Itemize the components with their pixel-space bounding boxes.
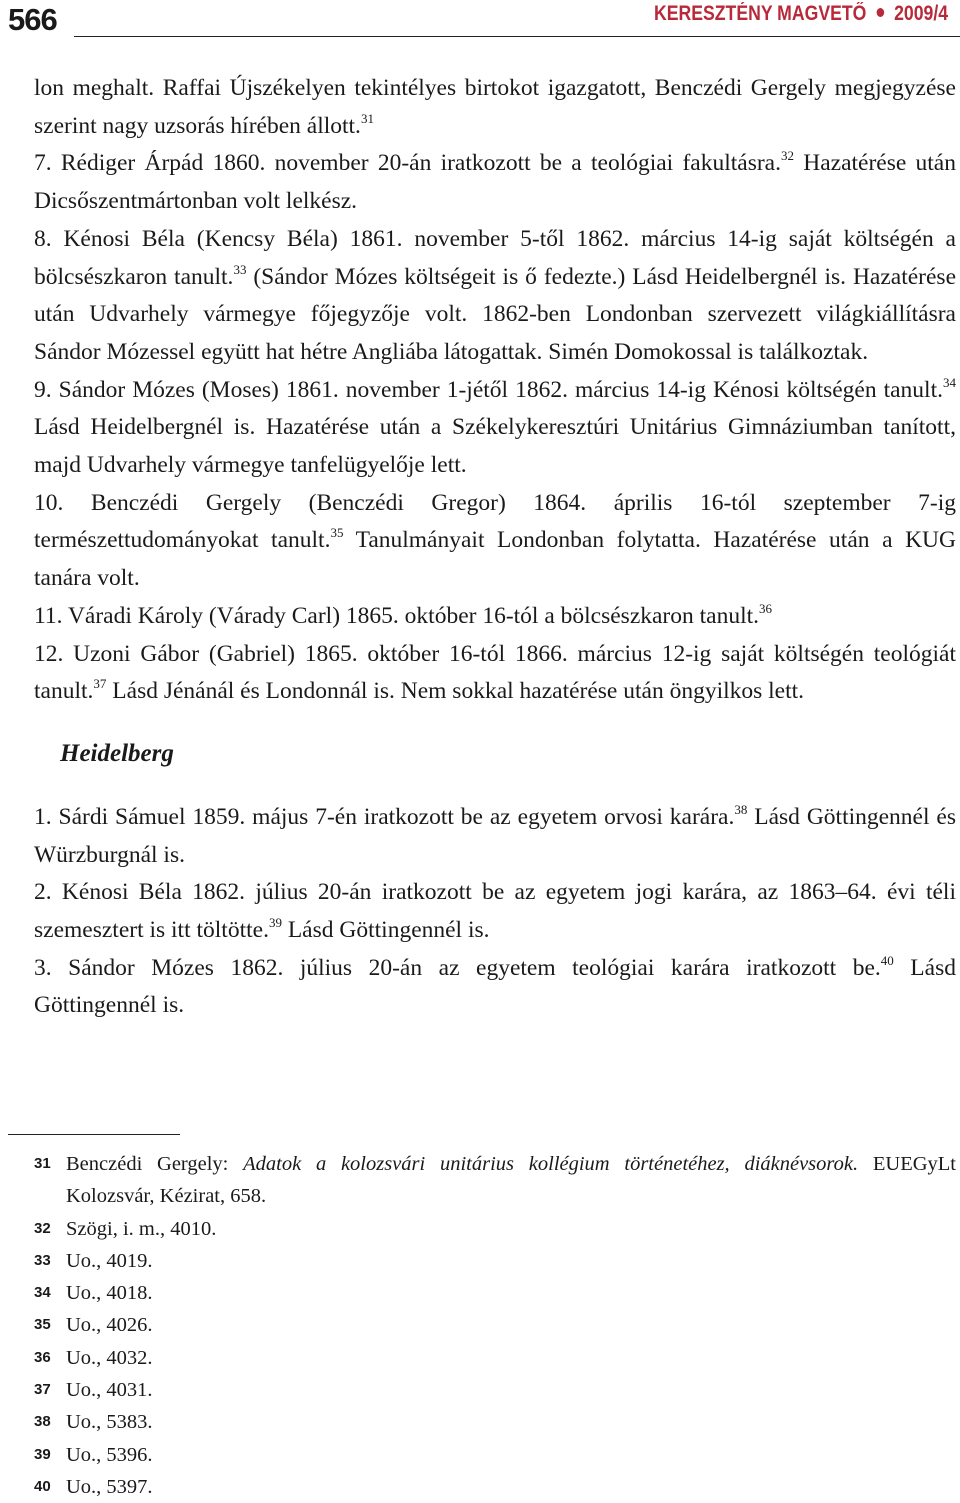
paragraph-text: 11. Váradi Károly (Várady Carl) 1865. október 16-tól a bölcsészkaron tanult. — [34, 602, 760, 629]
footnote — [34, 1439, 956, 1471]
footnote — [34, 1374, 956, 1406]
paragraph-text-continued: Lásd Göttingennél és Würzburgnál is. — [34, 803, 956, 868]
paragraph-text: lon meghalt. Raffai Újszékelyen tekintélyes birtokot igazgatott, Benczédi Gergely megjegyzése szerint nagy uzsorás hírében állott. — [34, 75, 956, 139]
paragraph — [34, 70, 956, 145]
footnote-number: 36 — [34, 1348, 51, 1366]
paragraph-text-continued: Lásd Jénánál és Londonnál is. Nem sokkal hazatérése után öngyilkos lett. — [106, 678, 805, 705]
paragraph-text: 3. Sándor Mózes 1862. július 20-án az egyetem teológiai karára iratkozott be. — [34, 954, 881, 981]
footnote — [34, 1245, 956, 1277]
paragraph-text: 2. Kénosi Béla 1862. július 20-án iratkozott be az egyetem jogi karára, az 1863–64. évi téli szemesztert is itt töltötte. — [34, 879, 956, 944]
paragraph-text: 8. Kénosi Béla (Kencsy Béla) 1861. november 5-től 1862. március 14-ig saját költségén a bölcsészkaron tanult. — [34, 225, 956, 290]
paragraph-text-continued: Tanulmányait Londonban folytatta. Hazatérése után a KUG tanára volt. — [34, 527, 956, 592]
header-rule — [74, 36, 960, 37]
footnote-text: Benczédi Gergely: — [66, 1153, 244, 1175]
footnote — [34, 1148, 956, 1213]
footnote-ref: 32 — [780, 148, 794, 164]
footnote-number: 40 — [34, 1477, 51, 1495]
paragraph — [34, 372, 956, 485]
footnote-number: 38 — [34, 1413, 51, 1431]
bullet-dot-icon — [876, 8, 884, 17]
footnote-ref: 37 — [93, 676, 107, 692]
paragraph-text: 10. Benczédi Gergely (Benczédi Gregor) 1864. április 16-tól szeptember 7-ig természettudományokat tanult. — [34, 489, 956, 554]
footnote — [34, 1213, 956, 1245]
footnote — [34, 1406, 956, 1438]
paragraph — [34, 874, 956, 949]
footnote-number: 31 — [34, 1155, 51, 1172]
paragraph-text-continued: Lásd Göttingennél is. — [281, 917, 490, 944]
footnote-ref: 31 — [360, 110, 374, 126]
footnote-text: Uo., 5383. — [66, 1411, 153, 1434]
journal-name: KERESZTÉNY MAGVETŐ — [653, 2, 867, 25]
paragraph-text: 1. Sárdi Sámuel 1859. május 7-én iratkozott be az egyetem orvosi karára. — [34, 803, 735, 830]
footnote-number: 32 — [34, 1219, 51, 1237]
paragraph — [34, 799, 956, 874]
footnote-text: Uo., 5397. — [66, 1475, 153, 1498]
section-paragraph-list — [34, 799, 956, 1025]
footnotes — [34, 1148, 956, 1503]
footnote-ref: 36 — [759, 600, 773, 616]
footnote — [34, 1277, 956, 1309]
paragraph-text: 12. Uzoni Gábor (Gabriel) 1865. október 16-tól 1866. március 12-ig saját költségén teológiát tanult. — [34, 640, 956, 705]
paragraph-text-continued: (Sándor Mózes költségeit is ő fedezte.) Lásd Heidelbergnél is. Hazatérése után Udvarhely vármegye főjegyzője volt. 1862-ben Londonban szervezett világkiállításra Sándor Mózessel együtt hat hétre Angliába látogattak. Simén Domokossal is találkoztak. — [34, 263, 956, 365]
footnote-ref: 40 — [880, 952, 894, 968]
body-text — [34, 70, 956, 1025]
journal-issue: 2009/4 — [894, 2, 948, 25]
paragraph-text: 9. Sándor Mózes (Moses) 1861. november 1-jétől 1862. március 14-ig Kénosi költségén tanult. — [34, 376, 943, 403]
footnote-number: 37 — [34, 1381, 51, 1399]
paragraph — [34, 485, 956, 598]
footnote-number: 35 — [34, 1316, 51, 1334]
paragraph — [34, 598, 956, 636]
footnote-number: 33 — [34, 1251, 51, 1269]
footnote-text: Adatok a kolozsvári unitárius kollégium történetéhez, diáknévsorok. — [243, 1153, 859, 1175]
paragraph-text-continued: Lásd Göttingennél is. — [34, 954, 956, 1019]
footnote — [34, 1471, 956, 1503]
footnote-text: Uo., 4019. — [66, 1249, 153, 1272]
footnote-text: Uo., 4032. — [66, 1346, 153, 1369]
footnote-ref: 38 — [734, 801, 748, 817]
paragraph-list — [34, 70, 956, 711]
footnote-text: Uo., 4031. — [66, 1379, 153, 1402]
paragraph-text: 7. Rédiger Árpád 1860. november 20-án iratkozott be a teológiai fakultásra. — [34, 150, 781, 177]
page-header — [0, 0, 960, 50]
footnote-text: Szögi, i. m., 4010. — [66, 1217, 217, 1240]
paragraph — [34, 221, 956, 372]
paragraph-text-continued: Lásd Heidelbergnél is. Hazatérése után a Székelykeresztúri Unitárius Gimnáziumban tanított, majd Udvarhely vármegye tanfelügyelője lett. — [34, 414, 956, 479]
footnote-ref: 39 — [268, 915, 282, 931]
footnote-text: Uo., 4026. — [66, 1314, 153, 1337]
footnote-text: Uo., 4018. — [66, 1282, 153, 1305]
journal-title — [654, 2, 948, 26]
footnote-rule — [8, 1134, 180, 1135]
page-number: 566 — [8, 2, 57, 37]
footnote-ref: 34 — [943, 374, 956, 390]
paragraph-text-continued: Hazatérése után Dicsőszentmártonban volt lelkész. — [34, 150, 956, 215]
footnote-ref: 35 — [330, 525, 344, 541]
footnote — [34, 1342, 956, 1374]
paragraph — [34, 636, 956, 711]
footnote — [34, 1309, 956, 1341]
footnote-ref: 33 — [233, 261, 247, 277]
paragraph — [34, 145, 956, 220]
footnote-number: 39 — [34, 1445, 51, 1463]
footnote-text: Uo., 5396. — [66, 1443, 153, 1466]
footnote-number: 34 — [34, 1284, 51, 1302]
section-heading: Heidelberg — [60, 739, 174, 767]
paragraph — [34, 950, 956, 1025]
footnote-text: EUEGyLt Kolozsvár, Kézirat, 658. — [66, 1153, 956, 1208]
